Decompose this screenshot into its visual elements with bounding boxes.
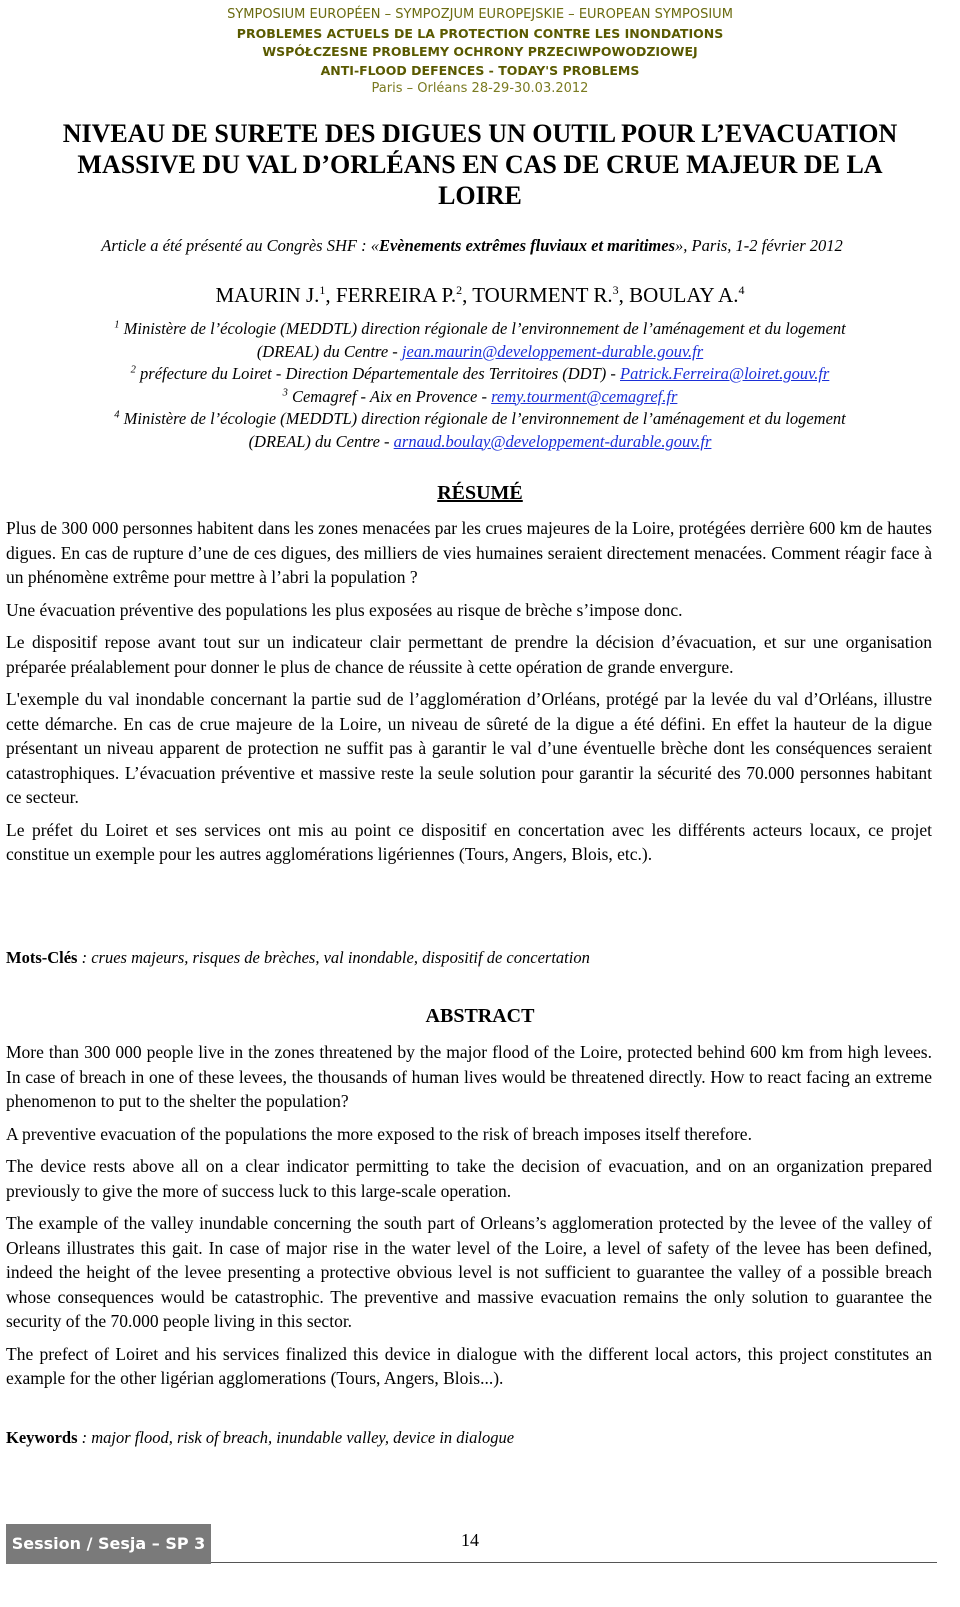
author-ref: 2 [456, 283, 463, 297]
affiliation-1 [30, 318, 930, 341]
affiliation-text: Ministère de l’écologie (MEDDTL) direction régionale de l’environnement de l’aménagement et du logement [119, 409, 846, 428]
affiliation-4 [30, 408, 930, 431]
symposium-theme-pl: WSPÓŁCZESNE PROBLEMY OCHRONY PRZECIWPOWODZIOWEJ [262, 44, 698, 59]
abstract-paragraph: The prefect of Loiret and his services finalized this device in dialogue with the different local actors, this project constitutes an example for the other ligérian agglomerations (Tours, Angers, Blois...). [6, 1343, 932, 1388]
affiliation-ref: 1 [114, 319, 120, 331]
abstract-body [6, 1040, 932, 1399]
affiliation-text: Ministère de l’écologie (MEDDTL) direction régionale de l’environnement de l’aménagement et du logement [119, 319, 846, 338]
email-link[interactable]: arnaud.boulay@developpement-durable.gouv.fr [393, 431, 712, 451]
affiliations [30, 318, 930, 453]
author-sep: , [618, 283, 630, 307]
affiliation-ref: 4 [114, 409, 120, 421]
resume-keywords [6, 948, 932, 968]
email-link[interactable]: jean.maurin@developpement-durable.gouv.fr [401, 341, 704, 361]
presentation-event: Evènements extrêmes fluviaux et maritimes [378, 236, 676, 255]
author-name: FERREIRA P. [335, 283, 457, 307]
abstract-paragraph: A preventive evacuation of the populations the more exposed to the risk of breach imposes itself therefore. [6, 1123, 752, 1144]
symposium-location-date: Paris – Orléans 28-29-30.03.2012 [371, 81, 589, 96]
affiliation-text: (DREAL) du Centre - [248, 431, 394, 451]
email-link[interactable]: remy.tourment@cemagref.fr [491, 386, 678, 406]
resume-heading: RÉSUMÉ [437, 482, 523, 504]
symposium-theme-en: ANTI-FLOOD DEFENCES - TODAY'S PROBLEMS [320, 62, 640, 78]
title-line: NIVEAU DE SURETE DES DIGUES UN OUTIL POUR L’EVACUATION [62, 119, 898, 148]
symposium-theme-fr: PROBLEMES ACTUELS DE LA PROTECTION CONTRE LES INONDATIONS [236, 25, 724, 41]
resume-paragraph: L'exemple du val inondable concernant la partie sud de l’agglomération d’Orléans, protégé par la levée du val d’Orléans, illustre cette démarche. En cas de crue majeure de la Loire, un niveau de sûreté de la digue a été défini. En effet la hauteur de la digue présentant un niveau apparent de protection ne suffit pas à garantir le val d’une éventuelle brèche dont les conséquences seraient catastrophiques. L’évacuation préventive et massive reste la seule solution pour garantir la sécurité des 70.000 personnes habitant ce secteur. [6, 689, 932, 807]
symposium-name: SYMPOSIUM EUROPÉEN – SYMPOZJUM EUROPEJSKIE – EUROPEAN SYMPOSIUM [227, 7, 733, 22]
keywords-label: Keywords [6, 1428, 78, 1447]
keywords-text: : crues majeurs, risques de brèches, val inondable, dispositif de concertation [77, 948, 590, 967]
author-name: BOULAY A. [629, 283, 739, 307]
abstract-paragraph: More than 300 000 people live in the zones threatened by the major flood of the Loire, protected behind 600 km from high levees. In case of breach in one of these levees, the thousands of human lives would be threatened directly. How to react facing an extreme phenomenon to put to the shelter the population? [6, 1042, 932, 1111]
paper-title [0, 118, 960, 211]
affiliation-ref: 3 [282, 387, 288, 398]
affiliation-1-cont [30, 341, 930, 364]
author-ref: 3 [612, 283, 619, 297]
author-name: MAURIN J. [215, 283, 320, 307]
symposium-header [0, 6, 960, 99]
author-ref: 1 [319, 283, 326, 297]
resume-paragraph: Une évacuation préventive des populations les plus exposées au risque de brèche s’impose donc. [6, 599, 683, 620]
abstract-heading: ABSTRACT [425, 1005, 535, 1027]
affiliation-text: (DREAL) du Centre - [256, 341, 402, 361]
session-badge: Session / Sesja – SP 3 [6, 1524, 211, 1564]
affiliation-text: Cemagref - Aix en Provence - [287, 386, 492, 406]
author-list [0, 283, 960, 308]
resume-body [6, 516, 932, 875]
resume-paragraph: Le préfet du Loiret et ses services ont mis au point ce dispositif en concertation avec les différents acteurs locaux, ce projet constitue un exemple pour les autres agglomérations ligériennes (Tours, Angers, Blois, etc.). [6, 819, 932, 864]
author-ref: 4 [738, 283, 745, 297]
email-link[interactable]: Patrick.Ferreira@loiret.gouv.fr [620, 364, 830, 383]
author-sep: , [462, 283, 473, 307]
presentation-note [6, 236, 938, 256]
resume-paragraph: Le dispositif repose avant tout sur un indicateur clair permettant de prendre la décision d’évacuation, et sur une organisation préparée préalablement pour donner le plus de chance de réussite à cette opération de grande envergure. [6, 632, 932, 677]
footer-divider [211, 1562, 937, 1563]
affiliation-text: préfecture du Loiret - Direction Départementale des Territoires (DDT) - [135, 364, 620, 383]
title-line: LOIRE [438, 181, 522, 210]
presentation-suffix: », Paris, 1-2 février 2012 [675, 236, 843, 255]
affiliation-4-cont [30, 431, 930, 454]
keywords-text: : major flood, risk of breach, inundable valley, device in dialogue [77, 1428, 515, 1447]
author-name: TOURMENT R. [472, 283, 613, 307]
affiliation-3 [30, 386, 930, 409]
abstract-paragraph: The example of the valley inundable concerning the south part of Orleans’s agglomeration protected by the levee of the valley of Orleans illustrates this gait. In case of major rise in the water level of the Loire, a level of safety of the levee has been defined, indeed the height of the levee presenting a protective obvious level is not sufficient to guarantee the valley of a possible breach whose consequences would be catastrophic. The preventive and massive evacuation remains the only solution to guarantee the security of the 70.000 people living in this sector. [6, 1213, 932, 1331]
resume-paragraph: Plus de 300 000 personnes habitent dans les zones menacées par les crues majeures de la Loire, protégées derrière 600 km de hautes digues. En cas de rupture d’une de ces digues, des milliers de vies humaines seraient directement menacées. Comment réagir face à un phénomène extrême pour mettre à l’abri la population ? [6, 518, 932, 587]
abstract-keywords [6, 1428, 932, 1448]
abstract-paragraph: The device rests above all on a clear indicator permitting to take the decision of evacuation, and on an organization prepared previously to give the more of success luck to this large-scale operation. [6, 1156, 932, 1201]
affiliation-ref: 2 [130, 364, 136, 376]
affiliation-2 [30, 363, 930, 386]
page-number: 14 [461, 1530, 479, 1550]
title-line: MASSIVE DU VAL D’ORLÉANS EN CAS DE CRUE MAJEUR DE LA [77, 150, 883, 179]
author-sep: , [325, 283, 336, 307]
keywords-label: Mots-Clés [6, 948, 78, 967]
presentation-prefix: Article a été présenté au Congrès SHF : « [101, 236, 379, 255]
